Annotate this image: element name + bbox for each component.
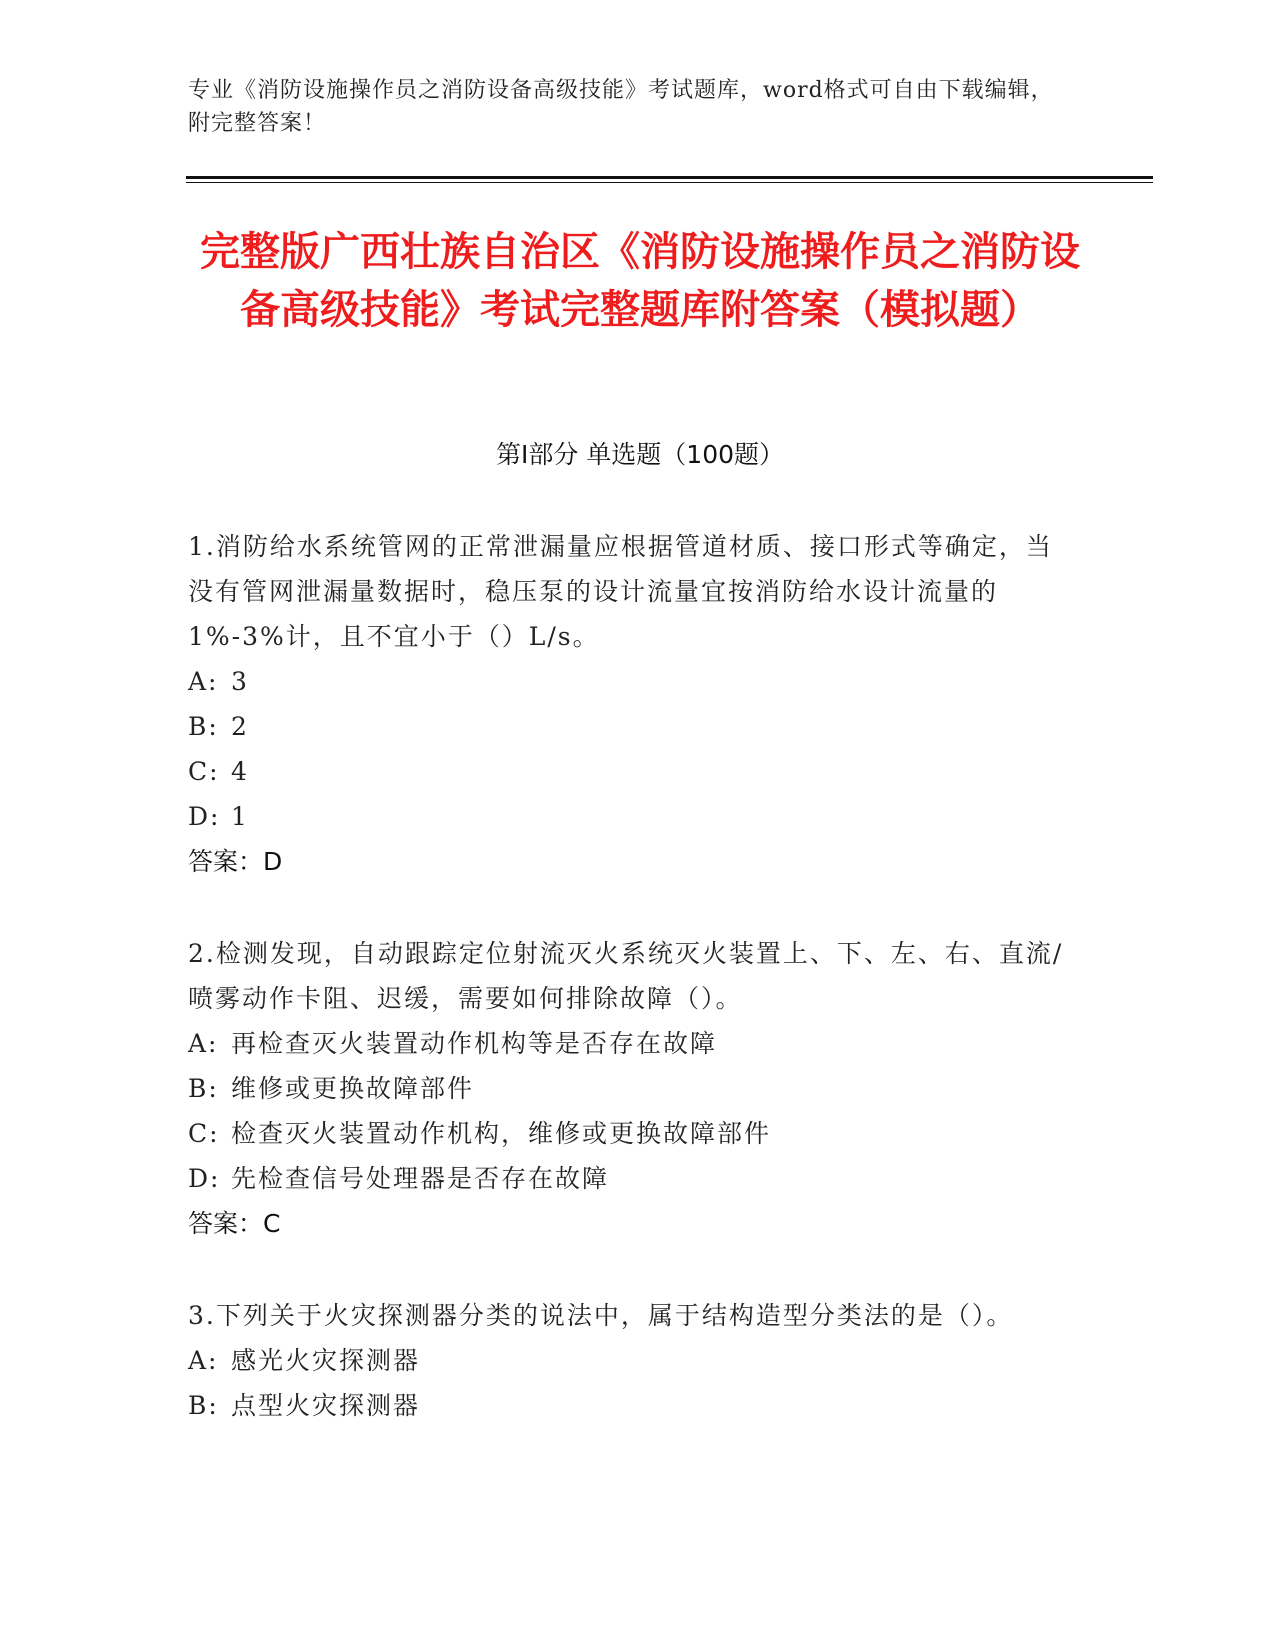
option-text: 先检查信号处理器是否存在故障 — [231, 1164, 610, 1193]
question-2 — [188, 931, 1068, 1246]
option-key: A: — [188, 667, 219, 696]
option-text: 3 — [231, 667, 249, 696]
option-a — [188, 659, 1068, 704]
option-text: 4 — [231, 757, 249, 786]
answer: 答案：C — [188, 1209, 281, 1238]
option-a — [188, 1338, 1068, 1383]
option-b — [188, 704, 1068, 749]
header-note: 专业《消防设施操作员之消防设备高级技能》考试题库，word格式可自由下载编辑，附完整答案！ — [188, 78, 1054, 136]
option-key: D: — [188, 802, 221, 831]
option-key: C: — [188, 1119, 220, 1148]
option-text: 再检查灭火装置动作机构等是否存在故障 — [231, 1029, 718, 1058]
option-text: 维修或更换故障部件 — [231, 1074, 475, 1103]
option-d — [188, 1156, 1068, 1201]
option-d — [188, 794, 1068, 839]
option-text: 2 — [231, 712, 249, 741]
question-3 — [188, 1293, 1068, 1428]
option-key: B: — [188, 1074, 219, 1103]
header-divider-thick — [186, 176, 1153, 179]
option-c — [188, 1111, 1068, 1156]
option-b — [188, 1066, 1068, 1111]
document-title: 完整版广西壮族自治区《消防设施操作员之消防设备高级技能》考试完整题库附答案（模拟题） — [200, 229, 1080, 333]
question-1 — [188, 524, 1068, 884]
option-text: 感光火灾探测器 — [231, 1346, 421, 1375]
question-stem: 3.下列关于火灾探测器分类的说法中，属于结构造型分类法的是（）。 — [188, 1301, 1014, 1330]
option-key: A: — [188, 1029, 219, 1058]
option-text: 1 — [231, 802, 249, 831]
option-key: B: — [188, 712, 219, 741]
answer: 答案：D — [188, 847, 283, 876]
option-key: B: — [188, 1391, 219, 1420]
question-stem: 1.消防给水系统管网的正常泄漏量应根据管道材质、接口形式等确定，当没有管网泄漏量数据时，稳压泵的设计流量宜按消防给水设计流量的1%-3%计，且不宜小于（）L/s。 — [188, 532, 1053, 651]
section-title: 第Ⅰ部分 单选题（100题） — [495, 440, 785, 469]
question-stem: 2.检测发现，自动跟踪定位射流灭火系统灭火装置上、下、左、右、直流/喷雾动作卡阻、迟缓，需要如何排除故障（）。 — [188, 939, 1064, 1013]
header-divider-thin — [186, 182, 1153, 183]
option-a — [188, 1021, 1068, 1066]
option-b — [188, 1383, 1068, 1428]
option-key: D: — [188, 1164, 221, 1193]
option-text: 检查灭火装置动作机构，维修或更换故障部件 — [231, 1119, 772, 1148]
option-key: A: — [188, 1346, 219, 1375]
option-key: C: — [188, 757, 220, 786]
option-c — [188, 749, 1068, 794]
option-text: 点型火灾探测器 — [231, 1391, 421, 1420]
